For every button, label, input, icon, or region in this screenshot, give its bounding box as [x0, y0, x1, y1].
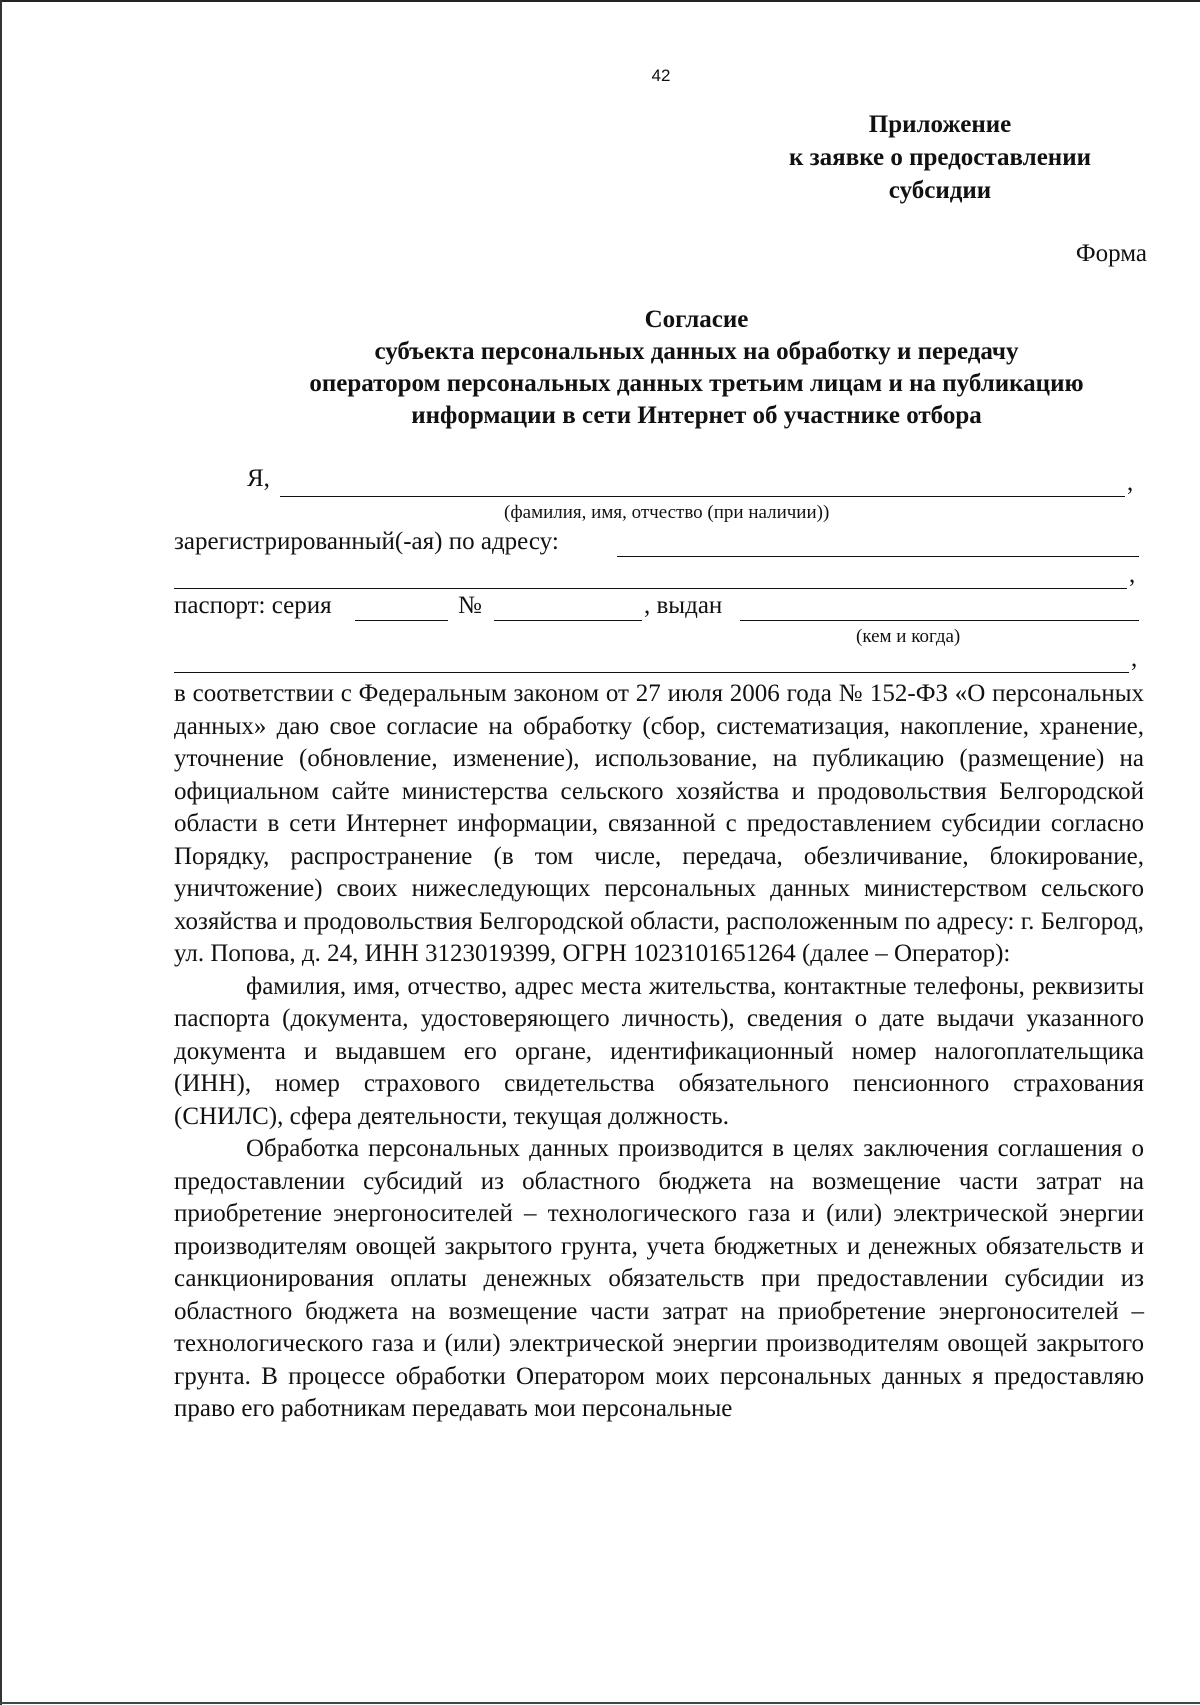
page-border-top: [0, 0, 1200, 2]
registered-label: зарегистрированный(-ая) по адресу:: [174, 528, 559, 555]
issued-by-field-continued[interactable]: [174, 672, 1129, 673]
form-label: Форма: [1075, 240, 1147, 267]
fio-field[interactable]: [280, 496, 1125, 497]
consent-body: [174, 678, 1144, 1426]
personal-data-list-paragraph: фамилия, имя, отчество, адрес места жительства, контактные телефоны, реквизиты паспорта (документа, удостоверяющего личность), сведения о дате выдачи указанного документа и выдавшем его органе, идентификационный номер налогоплательщика (ИНН), номер страхового свидетельства обязательного пенсионного страхования (СНИЛС), сфера деятельности, текущая должность.: [174, 972, 1144, 1130]
issued-comma: ,: [1131, 645, 1138, 672]
appendix-line-3: субсидии: [888, 177, 992, 204]
passport-number-field[interactable]: [494, 620, 642, 621]
address-field-continued[interactable]: [174, 588, 1127, 589]
processing-purpose-paragraph: Обработка персональных данных производится в целях заключения соглашения о предоставлении субсидий из областного бюджета на возмещение части затрат на приобретение энергоносителей – технологического газа и (или) электрической энергии производителям овощей закрытого грунта, учета бюджетных и денежных обязательств и санкционирования оплаты денежных обязательств при предоставлении субсидии из областного бюджета на возмещение части затрат на приобретение энергоносителей – технологического газа и (или) электрической энергии производителям овощей закрытого грунта. В процессе обработки Оператором моих персональных данных я предоставляю право его работникам передавать мои персональные: [174, 1135, 1144, 1422]
appendix-line-1: Приложение: [868, 111, 1012, 138]
issued-by-field[interactable]: [740, 620, 1139, 621]
issued-caption: (кем и когда): [856, 626, 961, 647]
title-line-1: Согласие: [644, 306, 749, 333]
fio-caption: (фамилия, имя, отчество (при наличии)): [504, 502, 830, 523]
address-comma: ,: [1129, 561, 1136, 588]
page-border-bottom: [0, 1702, 1200, 1704]
issued-label: , выдан: [644, 592, 723, 619]
number-label: №: [458, 592, 482, 619]
fio-comma: ,: [1127, 469, 1134, 496]
page-number: 42: [651, 66, 671, 85]
title-line-2: субъекта персональных данных на обработку и передачу: [374, 338, 1019, 365]
consent-paragraph-1: в соответствии с Федеральным законом от 27 июля 2006 года № 152-ФЗ «О персональных данных» даю свое согласие на обработку (сбор, систематизация, накопление, хранение, уточнение (обновление, изменение), использование, на публикацию (размещение) на официальном сайте министерства сельского хозяйства и продовольствия Белгородской области в сети Интернет информации, связанной с предоставлением субсидии согласно Порядку, распространение (в том числе, передача, обезличивание, блокирование, уничтожение) своих нижеследующих персональных данных министерством сельского хозяйства и продовольствия Белгородской области, расположенным по адресу: г. Белгород, ул. Попова, д. 24, ИНН 3123019399, ОГРН 1023101651264 (далее – Оператор):: [174, 680, 1144, 967]
title-line-4: информации в сети Интернет об участнике отбора: [411, 402, 982, 429]
document-title: [150, 304, 1200, 432]
passport-series-label: паспорт: серия: [174, 592, 332, 619]
appendix-heading: [700, 108, 1180, 207]
appendix-line-2: к заявке о предоставлении: [788, 144, 1091, 171]
page-border-left: [0, 0, 2, 1705]
ya-label: Я,: [247, 465, 270, 492]
title-line-3: оператором персональных данных третьим лицам и на публикацию: [309, 370, 1084, 397]
passport-series-field[interactable]: [355, 620, 448, 621]
address-field[interactable]: [617, 556, 1139, 557]
